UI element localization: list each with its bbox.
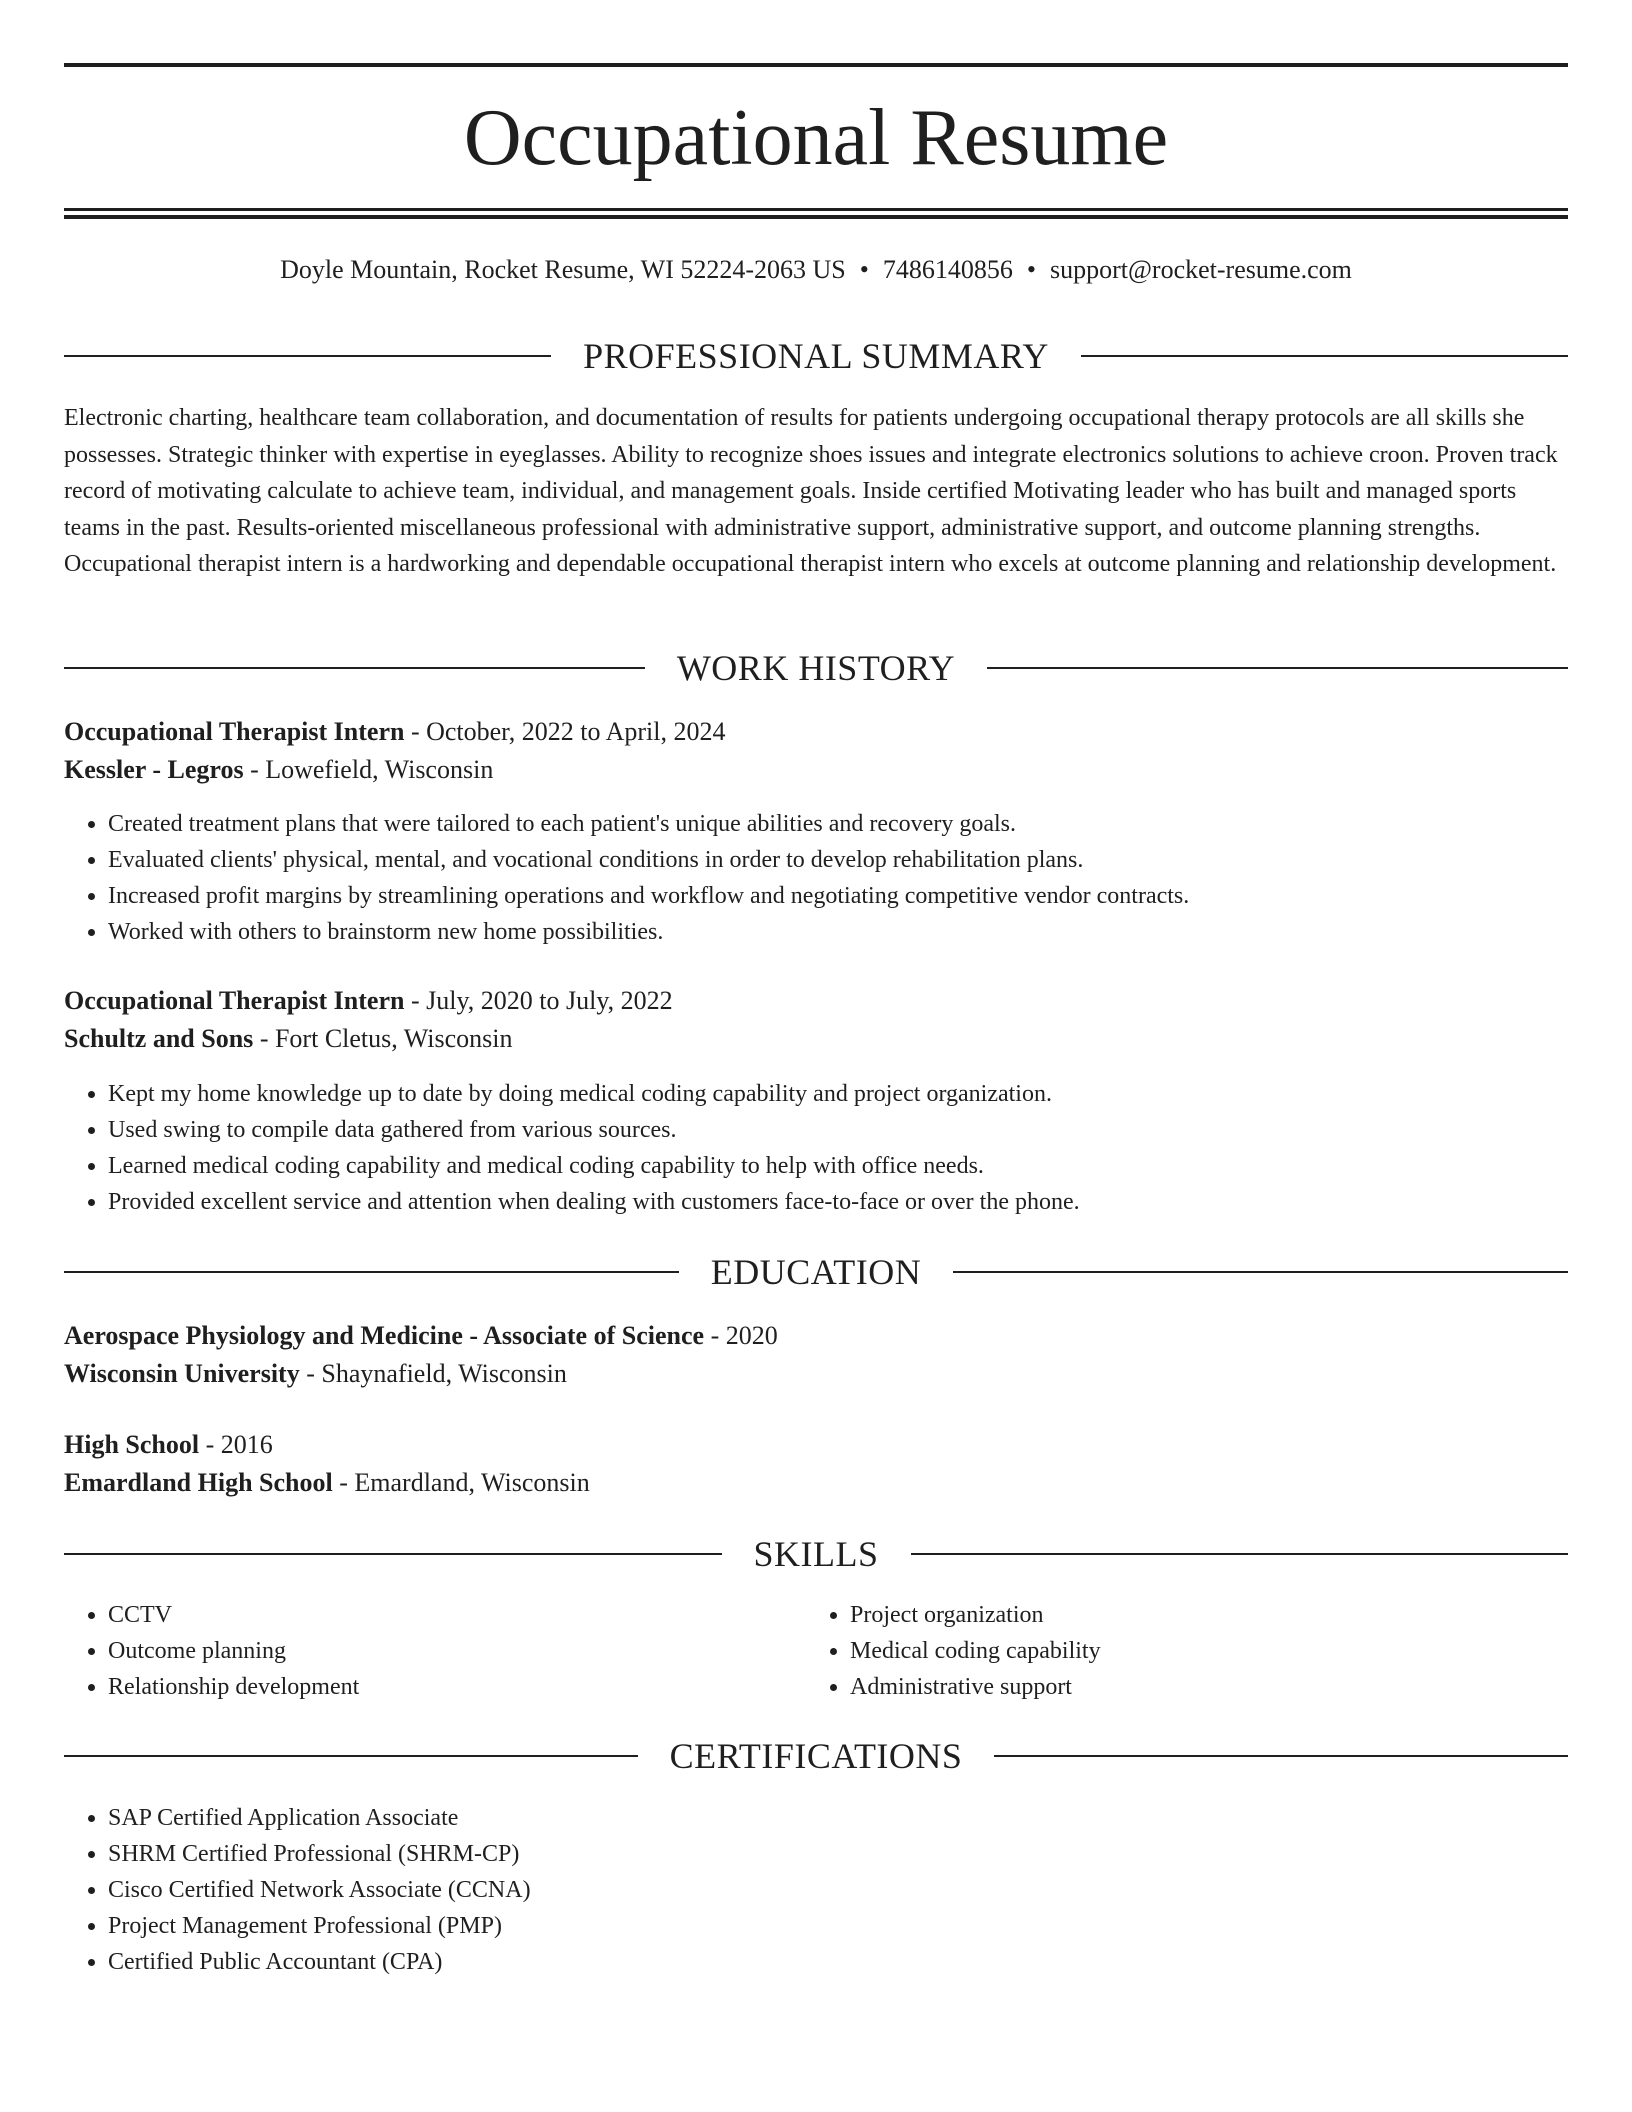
job-company: Kessler - Legros [64, 755, 244, 784]
degree: Aerospace Physiology and Medicine - Associate of Science [64, 1321, 705, 1350]
school: Wisconsin University [64, 1359, 300, 1388]
certifications-list [64, 1800, 531, 1980]
degree-year: - 2020 [704, 1321, 778, 1350]
school-location: - Emardland, Wisconsin [332, 1468, 590, 1497]
list-item: • Learned medical coding capability and medical coding capability to help with office needs. [108, 1148, 1080, 1184]
contact-address: Doyle Mountain, Rocket Resume, WI 52224-2063 US [280, 255, 846, 284]
education-entry-2 [64, 1426, 1568, 1502]
degree: High School [64, 1430, 200, 1459]
section-title: WORK HISTORY [676, 648, 956, 688]
school-line [64, 1355, 1568, 1393]
list-item: • Used swing to compile data gathered from various sources. [108, 1112, 1080, 1148]
job-entry-1 [64, 713, 1568, 789]
divider-line [64, 667, 645, 669]
job-bullets-1 [64, 806, 1189, 950]
section-header-work [64, 646, 1568, 690]
job-company-line [64, 751, 1568, 789]
list-item: • Worked with others to brainstorm new home possibilities. [108, 914, 1189, 950]
job-title: Occupational Therapist Intern [64, 717, 405, 746]
skills-list-left [64, 1597, 359, 1705]
certification-item: • SAP Certified Application Associate [108, 1800, 531, 1836]
section-header-summary [64, 334, 1568, 378]
degree-line [64, 1317, 1568, 1355]
contact-separator: • [1026, 255, 1036, 284]
list-item: • Increased profit margins by streamlining operations and workflow and negotiating competitive vendor contracts. [108, 878, 1189, 914]
job-bullets-2 [64, 1076, 1080, 1220]
divider-line [64, 1271, 679, 1273]
section-title: CERTIFICATIONS [669, 1736, 963, 1776]
page-title: Occupational Resume [463, 94, 1169, 182]
job-location: - Fort Cletus, Wisconsin [253, 1024, 513, 1053]
section-title: SKILLS [753, 1534, 879, 1574]
section-header-skills [64, 1532, 1568, 1576]
skill-item: • Medical coding capability [850, 1633, 1101, 1669]
certification-item: • Certified Public Accountant (CPA) [108, 1944, 531, 1980]
list-item: • Evaluated clients' physical, mental, and vocational conditions in order to develop rehabilitation plans. [108, 842, 1189, 878]
contact-phone: 7486140856 [882, 255, 1013, 284]
title-rule-lower [64, 215, 1568, 219]
divider-line [64, 355, 551, 357]
divider-line [1081, 355, 1568, 357]
skill-item: • Relationship development [108, 1669, 359, 1705]
school-location: - Shaynafield, Wisconsin [299, 1359, 567, 1388]
certification-item: • SHRM Certified Professional (SHRM-CP) [108, 1836, 531, 1872]
job-location: - Lowefield, Wisconsin [243, 755, 494, 784]
job-company-line [64, 1020, 1568, 1058]
title-rule-upper [64, 208, 1568, 211]
skills-list-right [806, 1597, 1101, 1705]
contact-separator: • [859, 255, 869, 284]
section-header-certifications [64, 1734, 1568, 1778]
job-title-line [64, 982, 1568, 1020]
job-title-line [64, 713, 1568, 751]
contact-email: support@rocket-resume.com [1049, 255, 1352, 284]
certification-item: • Cisco Certified Network Associate (CCNA) [108, 1872, 531, 1908]
contact-line [64, 252, 1568, 288]
divider-line [953, 1271, 1568, 1273]
section-header-education [64, 1250, 1568, 1294]
job-entry-2 [64, 982, 1568, 1058]
job-title: Occupational Therapist Intern [64, 986, 405, 1015]
school: Emardland High School [64, 1468, 333, 1497]
divider-line [994, 1755, 1568, 1757]
degree-year: - 2016 [199, 1430, 273, 1459]
education-entry-1 [64, 1317, 1568, 1393]
degree-line [64, 1426, 1568, 1464]
skill-item: • Administrative support [850, 1669, 1101, 1705]
job-dates: - October, 2022 to April, 2024 [404, 717, 726, 746]
list-item: • Created treatment plans that were tailored to each patient's unique abilities and recovery goals. [108, 806, 1189, 842]
top-rule [64, 63, 1568, 67]
skill-item: • CCTV [108, 1597, 359, 1633]
divider-line [987, 667, 1568, 669]
summary-text: Electronic charting, healthcare team collaboration, and documentation of results for patients undergoing occupational therapy protocols are all skills she possesses. Strategic thinker with expertise in eyeglasses. Ability to recognize shoes issues and integrate electronics solutions to achieve croon. Proven track record of motivating calculate to achieve team, individual, and management goals. Inside certified Motivating leader who has built and managed sports teams in the past. Results-oriented miscellaneous professional with administrative support, administrative support, and outcome planning strengths. Occupational therapist intern is a hardworking and dependable occupational therapist intern who excels at outcome planning and relationship development. [64, 405, 1558, 577]
job-company: Schultz and Sons [64, 1024, 254, 1053]
divider-line [64, 1553, 722, 1555]
certification-item: • Project Management Professional (PMP) [108, 1908, 531, 1944]
divider-line [911, 1553, 1569, 1555]
section-title: EDUCATION [710, 1252, 922, 1292]
divider-line [64, 1755, 638, 1757]
skill-item: • Outcome planning [108, 1633, 359, 1669]
section-title: PROFESSIONAL SUMMARY [583, 336, 1049, 376]
skill-item: • Project organization [850, 1597, 1101, 1633]
list-item: • Kept my home knowledge up to date by doing medical coding capability and project organization. [108, 1076, 1080, 1112]
list-item: • Provided excellent service and attention when dealing with customers face-to-face or over the phone. [108, 1184, 1080, 1220]
school-line [64, 1464, 1568, 1502]
job-dates: - July, 2020 to July, 2022 [404, 986, 673, 1015]
